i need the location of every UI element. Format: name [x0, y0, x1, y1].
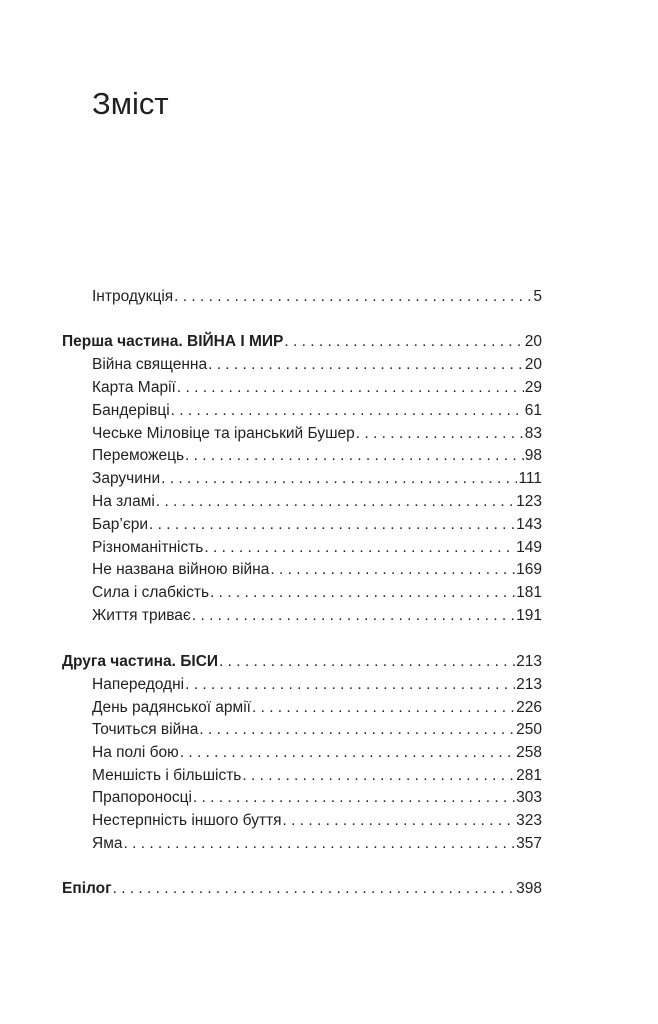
- toc-entry[interactable]: [92, 399, 542, 421]
- dot-leader: [356, 424, 524, 444]
- toc-entry-page: 258: [516, 744, 542, 761]
- toc-entry[interactable]: [92, 832, 542, 854]
- toc-entry-label: Сила і слабкість: [92, 584, 210, 601]
- toc-entry-page: 181: [516, 584, 542, 601]
- dot-leader: [283, 811, 516, 831]
- toc-entry[interactable]: [92, 718, 542, 740]
- toc-entry[interactable]: [92, 696, 542, 718]
- toc-entry[interactable]: [92, 673, 542, 695]
- toc-entry-page: 303: [516, 789, 542, 806]
- toc-entry-label: Життя триває: [92, 607, 191, 624]
- toc-entry-page: 98: [524, 447, 542, 464]
- toc-entry[interactable]: [92, 604, 542, 626]
- dot-leader: [174, 287, 532, 307]
- dot-leader: [171, 401, 524, 421]
- dot-leader: [208, 355, 524, 375]
- dot-leader: [123, 834, 515, 854]
- toc-part-page: 20: [524, 333, 542, 350]
- toc-part-label: Перша частина. ВІЙНА І МИР: [62, 333, 284, 350]
- dot-leader: [180, 743, 515, 763]
- dot-leader: [199, 720, 515, 740]
- toc-entry[interactable]: [92, 513, 542, 535]
- toc-entry-page: 226: [516, 699, 542, 716]
- toc-entry[interactable]: [92, 490, 542, 512]
- toc-part-heading[interactable]: [62, 650, 542, 672]
- toc-entry-label: Напередодні: [92, 676, 185, 693]
- dot-leader: [252, 698, 515, 718]
- toc-entry-page: 281: [516, 767, 542, 784]
- toc-entry[interactable]: [92, 467, 542, 489]
- toc-entry-label: На зламі: [92, 493, 155, 510]
- toc-entry[interactable]: [92, 581, 542, 603]
- toc-entry-label: Точиться війна: [92, 721, 199, 738]
- toc-entry[interactable]: [92, 422, 542, 444]
- toc-part-page: 213: [516, 653, 542, 670]
- toc-entry-page: 191: [516, 607, 542, 624]
- toc-entry-page: 323: [516, 812, 542, 829]
- dot-leader: [219, 652, 515, 672]
- toc-entry[interactable]: [92, 376, 542, 398]
- toc-entry-page: 61: [524, 402, 542, 419]
- toc-entry-label: Бар’єри: [92, 516, 149, 533]
- dot-leader: [192, 606, 515, 626]
- toc-entry-page: 123: [516, 493, 542, 510]
- toc-part-heading[interactable]: [62, 330, 542, 352]
- toc-entry-page: 357: [516, 835, 542, 852]
- toc-entry-label: На полі бою: [92, 744, 179, 761]
- dot-leader: [177, 378, 524, 398]
- toc-entry[interactable]: [92, 353, 542, 375]
- dot-leader: [210, 583, 515, 603]
- toc-entry-page: 29: [524, 379, 542, 396]
- toc-part-label: Друга частина. БІСИ: [62, 653, 219, 670]
- dot-leader: [284, 332, 523, 352]
- toc-entry-label: День радянської армії: [92, 699, 251, 716]
- dot-leader: [204, 538, 515, 558]
- toc-entry-label: Яма: [92, 835, 123, 852]
- toc-entry[interactable]: [92, 444, 542, 466]
- toc-entry-page: 5: [533, 288, 542, 305]
- toc-epilogue[interactable]: [62, 877, 542, 899]
- dot-leader: [270, 560, 515, 580]
- toc-entry-page: 149: [516, 539, 542, 556]
- toc-entry[interactable]: [92, 764, 542, 786]
- toc-part-page: 398: [516, 880, 542, 897]
- dot-leader: [149, 515, 515, 535]
- toc-entry-label: Інтродукція: [92, 288, 174, 305]
- toc-entry-page: 213: [516, 676, 542, 693]
- toc-entry-label: Заручини: [92, 470, 161, 487]
- dot-leader: [185, 675, 515, 695]
- dot-leader: [193, 788, 515, 808]
- toc-entry-page: 83: [524, 425, 542, 442]
- toc-entry-label: Прапороносці: [92, 789, 192, 806]
- toc-entry[interactable]: [92, 786, 542, 808]
- dot-leader: [156, 492, 515, 512]
- toc-entry-label: Бандерівці: [92, 402, 170, 419]
- toc-entry-label: Меншість і більшість: [92, 767, 242, 784]
- dot-leader: [242, 766, 515, 786]
- toc-entry-label: Різноманітність: [92, 539, 204, 556]
- toc-entry-label: Не названа війною війна: [92, 561, 270, 578]
- dot-leader: [185, 446, 524, 466]
- toc-entry-page: 143: [516, 516, 542, 533]
- toc-entry-page: 250: [516, 721, 542, 738]
- toc-entry[interactable]: [92, 741, 542, 763]
- dot-leader: [113, 879, 516, 899]
- toc-entry-page: 111: [518, 470, 542, 487]
- toc-part-label: Епілог: [62, 880, 112, 897]
- page-title: Зміст: [92, 86, 169, 121]
- toc-entry-label: Переможець: [92, 447, 185, 464]
- dot-leader: [161, 469, 517, 489]
- toc-entry-page: 20: [524, 356, 542, 373]
- toc-entry-label: Війна священна: [92, 356, 208, 373]
- toc-entry-page: 169: [516, 561, 542, 578]
- toc-entry[interactable]: [92, 809, 542, 831]
- toc-entry-intro[interactable]: [92, 285, 542, 307]
- toc-entry-label: Нестерпність іншого буття: [92, 812, 282, 829]
- toc-entry-label: Чеське Міловіце та іранський Бушер: [92, 425, 355, 442]
- toc-entry[interactable]: [92, 558, 542, 580]
- toc-entry-label: Карта Марії: [92, 379, 176, 396]
- toc-entry[interactable]: [92, 536, 542, 558]
